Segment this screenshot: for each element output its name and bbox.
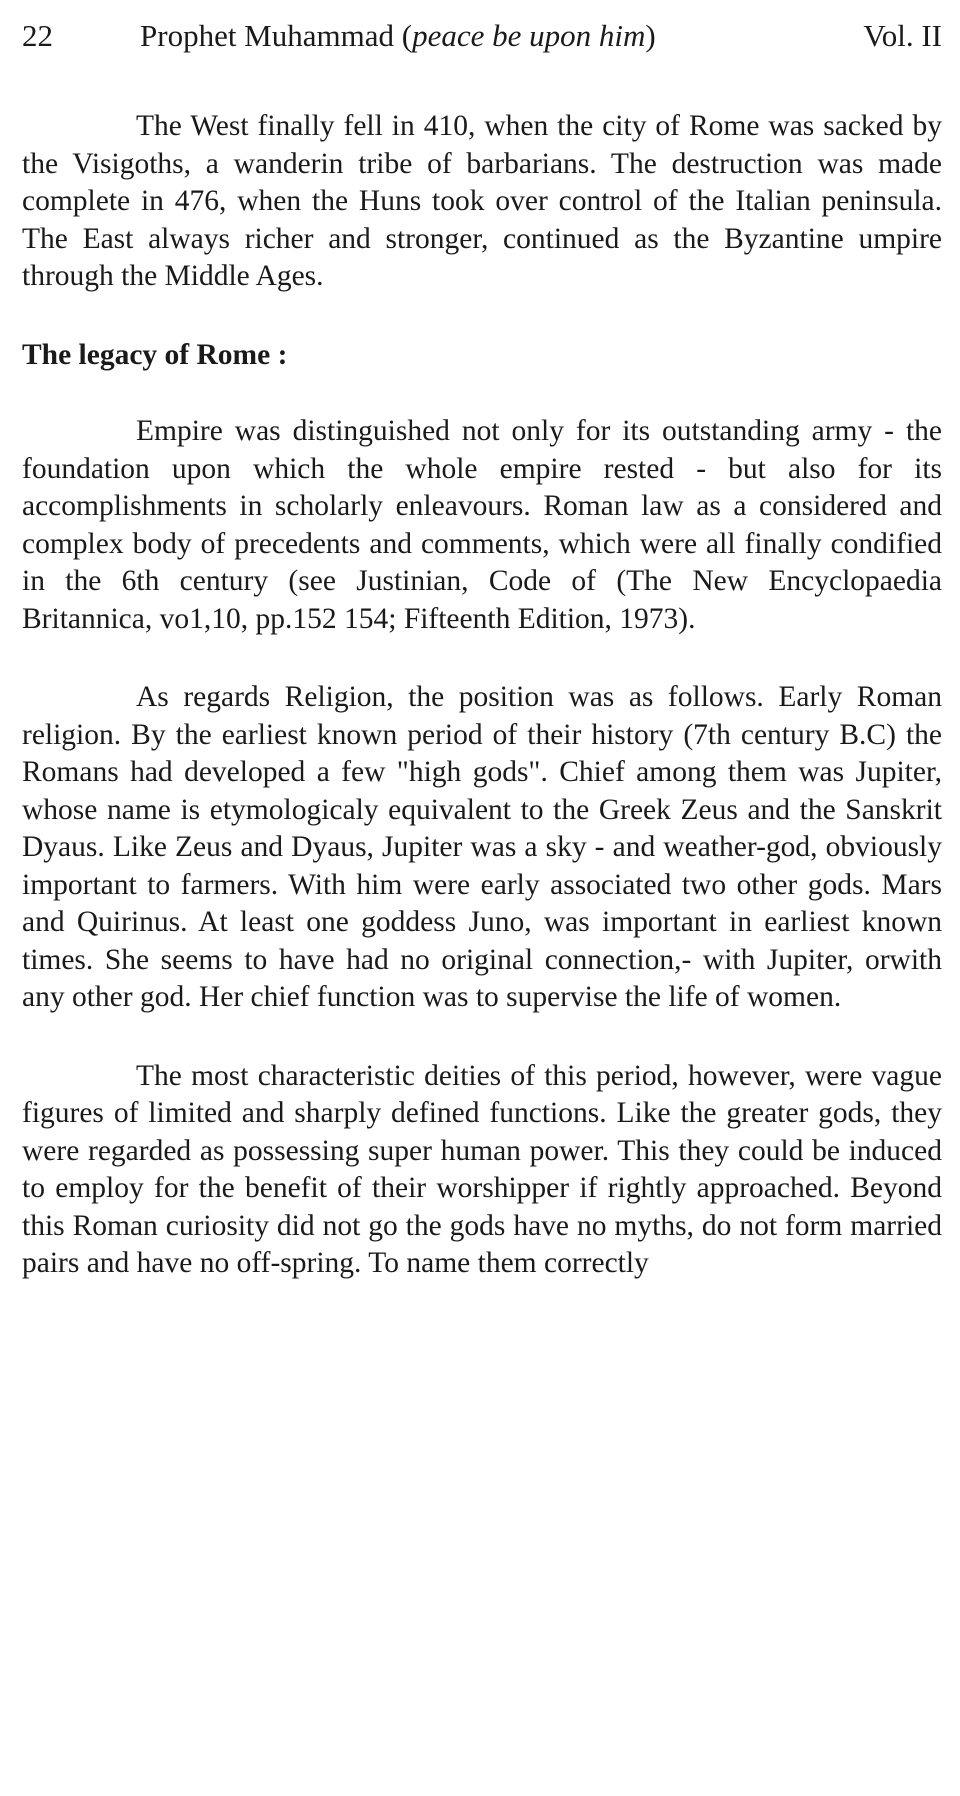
paragraph-roman-religion: As regards Religion, the position was as follows. Early Roman religion. By the earliest known period of their history (7th century B.C) the Romans had developed a few "high gods". Chief among them was Jupiter, whose name is etymologicaly equivalent to the Greek Zeus and the Sanskrit Dyaus. Like Zeus and Dyaus, Jupiter was a sky - and weather-god, obviously important to farmers. With him were early associated two other gods. Mars and Quirinus. At least one goddess Juno, was important in earliest known times. She seems to have had no original connection,- with Jupiter, orwith any other god. Her chief function was to supervise the life of women. [22,681,942,1013]
running-title-main: Prophet Muhammad [140,18,402,53]
section-heading: The legacy of Rome : [22,338,288,371]
running-title-paren-close: ) [645,18,656,53]
running-header [22,18,942,66]
paragraph-deities: The most characteristic deities of this period, however, were vague figures of limited and sharply defined functions. Like the greater gods, they were regarded as possessing super human power. This they could be induced to employ for the benefit of their worshipper if rightly approached. Beyond this Roman curiosity did not go the gods have no myths, do not form married pairs and have no off-spring. To name them correctly [22,1059,942,1279]
running-title-paren-open: ( [401,18,413,53]
book-page [22,18,942,1283]
page-number: 22 [22,18,53,53]
running-title [140,18,824,54]
paragraph-fall-of-west: The West finally fell in 410, when the city of Rome was sacked by the Visigoths, a wanderin tribe of barbarians. The destruction was made complete in 476, when the Huns took over control of the Italian peninsula. The East always richer and stronger, continued as the Byzantine umpire through the Middle Ages. [22,110,942,292]
running-title-honorific: peace be upon him [412,18,646,53]
paragraph-empire-law: Empire was distinguished not only for its outstanding army - the foundation upon which the whole empire rested - but also for its accomplishments in scholarly enleavours. Roman law as a considered and complex body of precedents and comments, which were all finally condified in the 6th century (see Justinian, Code of (The New Encyclopaedia Britannica, vo1,10, pp.152 154; Fifteenth Edition, 1973). [22,415,942,635]
volume-label: Vol. II [863,18,942,53]
